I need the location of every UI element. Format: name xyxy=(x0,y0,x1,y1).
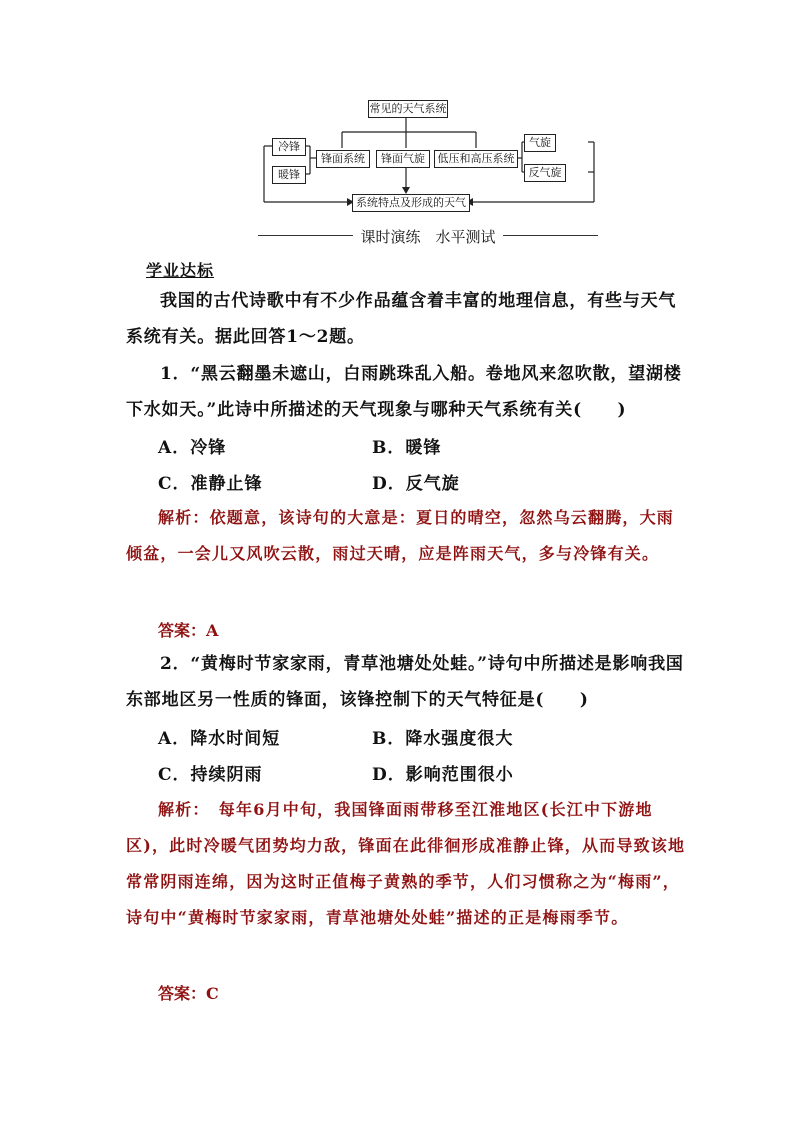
q2-explanation xyxy=(126,792,686,936)
q2-answer-text: ：C xyxy=(190,984,219,1003)
q2-answer xyxy=(158,981,219,1004)
diagram-box-front-system: 锋面系统 xyxy=(316,150,370,168)
q1-explanation-label: 解析 xyxy=(158,508,193,527)
section-tag: 学业达标 xyxy=(146,261,215,280)
q1-explanation xyxy=(126,500,686,572)
diagram-box-characteristics: 系统特点及形成的天气 xyxy=(352,194,470,212)
q2-stem: 2．“黄梅时节家家雨，青草池塘处处蛙。”诗句中所描述是影响我国东部地区另一性质的锋面，该锋控制下的天气特征是( ) xyxy=(126,654,684,710)
q1-stem: 1．“黑云翻墨未遮山，白雨跳珠乱入船。卷地风来忽吹散，望湖楼下水如天。”此诗中所描述的天气现象与哪种天气系统有关( ) xyxy=(126,364,682,420)
q1-option-a: A．冷锋 xyxy=(158,438,227,458)
q2-option-a: A．降水时间短 xyxy=(158,729,281,749)
q2-answer-label: 答案 xyxy=(158,984,191,1003)
q1-option-d: D．反气旋 xyxy=(372,474,460,494)
q2-option-c: C．持续阴雨 xyxy=(158,765,263,785)
q2-explanation-text: ： 每年6月中旬，我国锋面雨带移至江淮地区(长江中下游地区)，此时冷暖气团势均力敌，锋面在此徘徊形成准静止锋，从而导致该地常常阴雨连绵，因为这时正值梅子黄熟的季节，人们习惯称之为“梅雨”，诗句中“黄梅时节家家雨，青草池塘处处蛙”描述的正是梅雨季节。 xyxy=(126,800,686,927)
section-header xyxy=(258,224,598,248)
diagram-box-warm-front: 暖锋 xyxy=(272,166,306,184)
intro-paragraph: 我国的古代诗歌中有不少作品蕴含着丰富的地理信息，有些与天气系统有关。据此回答1～2题。 xyxy=(126,291,677,347)
diagram-box-cyclone: 气旋 xyxy=(524,134,556,152)
q1-option-b: B．暖锋 xyxy=(372,438,442,458)
diagram-box-cold-front: 冷锋 xyxy=(272,138,306,156)
q2-explanation-label: 解析 xyxy=(158,800,193,819)
weather-system-diagram xyxy=(258,96,598,214)
diagram-box-anticyclone: 反气旋 xyxy=(524,164,566,182)
q1-option-c: C．准静止锋 xyxy=(158,474,263,494)
q1-explanation-text: ：依题意，该诗句的大意是：夏日的晴空，忽然乌云翻腾，大雨倾盆，一会儿又风吹云散，雨过天晴，应是阵雨天气，多与冷锋有关。 xyxy=(126,508,675,563)
diagram-box-common-weather-systems: 常见的天气系统 xyxy=(368,100,448,118)
q1-answer-label: 答案 xyxy=(158,621,191,640)
diagram-box-pressure-systems: 低压和高压系统 xyxy=(434,150,518,168)
section-title: 课时演练 水平测试 xyxy=(360,228,496,246)
diagram-box-frontal-cyclone: 锋面气旋 xyxy=(376,150,430,168)
q2-option-b: B．降水强度很大 xyxy=(372,729,514,749)
q1-answer-text: ：A xyxy=(190,621,219,640)
q1-answer xyxy=(158,618,218,641)
q2-option-d: D．影响范围很小 xyxy=(372,765,514,785)
